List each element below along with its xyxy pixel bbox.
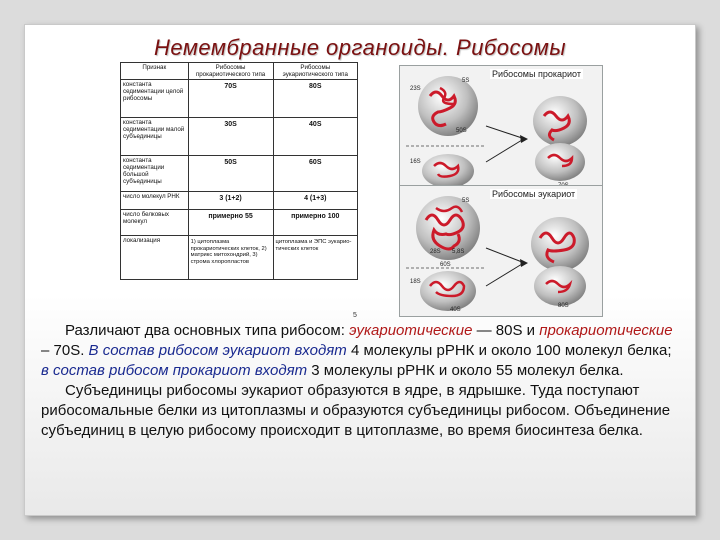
table-row [121,210,358,236]
row-euk: цитоплазма и ЭПС эукарио-тических клеток [273,236,357,280]
row-euk: 80S [273,80,357,118]
slide-title: Немембранные органоиды. Рибосомы [153,35,567,60]
row-trait: число молекул РНК [121,192,189,210]
table-row [121,192,358,210]
paragraph-types: Различают два основных типа рибосом: эукариотические — 80S и прокариотические – 70S. В состав рибосом эукариот входят 4 молекулы рРНК и около 100 молекул белка; в состав рибосом прокариот входят 3 молекулы рРНК и около 55 молекул белка. [41,322,673,379]
table-header-row [121,63,358,80]
term-prokaryotic: прокариотические [539,322,673,339]
row-prok: 50S [188,156,273,192]
term-eukaryotic: эукариотические [349,322,473,339]
label-28s: 28S [430,249,441,255]
header-prok: Рибосомы прокариотического типа [188,63,273,80]
large-subunit [418,76,478,136]
page-marker: 5 [353,312,357,319]
row-trait: константа седиментации целой рибосомы [121,80,189,118]
row-euk: 60S [273,156,357,192]
row-trait: число белковых молекул [121,210,189,236]
row-euk: примерно 100 [273,210,357,236]
row-prok: примерно 55 [188,210,273,236]
slide [24,24,696,516]
ribosome-comparison-table [120,62,382,319]
label-23s: 23S [410,86,421,92]
row-trait: константа седиментации большой субъединицы [121,156,189,192]
label-5s: 5S [462,78,470,84]
row-trait: локализация [121,236,189,280]
prok-ribosome-diagram [400,66,602,198]
row-euk: 4 (1+3) [273,192,357,210]
row-prok: 1) цитоплазма прокариотических клеток, 2) матрикс митохондрий, 3) строма хлоропластов [188,236,273,280]
row-prok: 30S [188,118,273,156]
euk-ribosome-panel [399,185,603,317]
row-prok: 3 (1+2) [188,192,273,210]
header-euk: Рибосомы эукариотического типа [273,63,357,80]
label-16s: 16S [410,159,421,165]
prok-panel-label: Рибосомы прокариот [492,69,581,79]
label-50s: 50S [456,128,467,134]
table-row [121,156,358,192]
label-18s: 18S [410,279,421,285]
term-euk-composition: В состав рибосом эукариот входят [88,342,347,359]
table-row [121,118,358,156]
euk-panel-label: Рибосомы эукариот [492,189,576,199]
row-prok: 70S [188,80,273,118]
term-prok-composition: в состав рибосом прокариот входят [41,362,308,379]
body-text [41,321,681,441]
small-subunit [422,154,474,188]
label-58s: 5,8S [452,249,465,255]
label-5s: 5S [462,198,470,204]
label-60s: 60S [440,262,451,268]
header-trait: Признак [121,63,189,80]
table-row [121,80,358,118]
table-row [121,236,358,280]
traits-table [120,62,358,280]
prok-ribosome-panel [399,65,603,199]
row-euk: 40S [273,118,357,156]
label-40s: 40S [450,307,461,313]
paragraph-formation: Субъединицы рибосомы эукариот образуются в ядре, в ядрышке. Туда поступают рибосомальные белки из цитоплазмы и образуются субъединицы рибосом. Объединение субъединиц в целую рибосому происходит в цитоплазме, во время биосинтеза белка. [41,382,671,439]
label-80s: 80S [558,303,569,309]
row-trait: константа седиментации малой субъединицы [121,118,189,156]
